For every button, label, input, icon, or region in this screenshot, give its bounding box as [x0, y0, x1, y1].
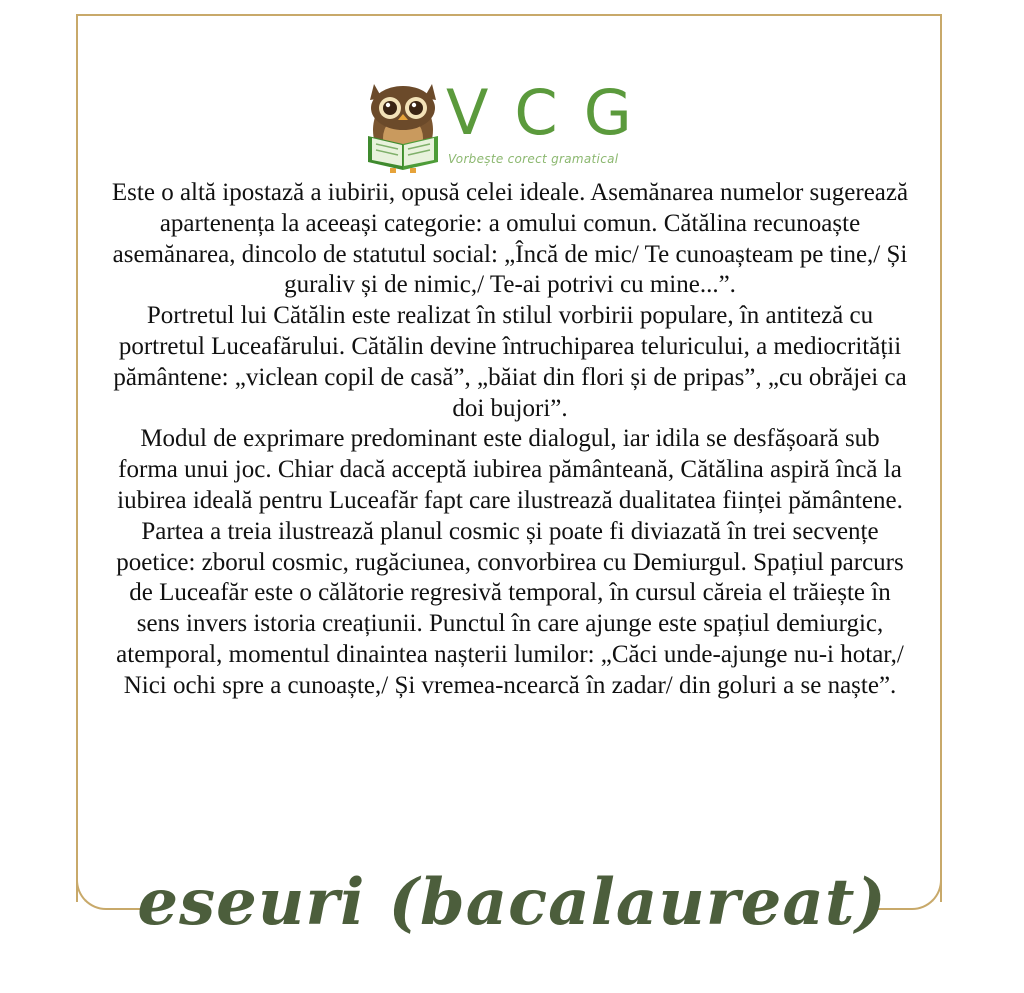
- paragraph: Modul de exprimare predominant este dialogul, iar idila se desfășoară sub forma unui joc. Chiar dacă acceptă iubirea pământeană, Cătălina aspiră încă la iubirea ideală pentru Luceafăr fapt care ilustrează dualitatea ființei pământene.: [117, 425, 903, 514]
- footer-title: eseuri (bacalaureat): [137, 865, 887, 940]
- owl-reading-book-icon: [360, 74, 446, 174]
- paragraph: Partea a treia ilustrează planul cosmic și poate fi diviazată în trei secvențe poetice: zborul cosmic, rugăciunea, convorbirea cu Demiurgul. Spațiul parcurs de Luceafăr este o călătorie regresivă temporal, în cursul căreia el trăiește în sens invers istoria creațiunii. Punctul în care ajunge este spațiul demiurgic, atemporal, momentul dinaintea nașterii lumilor: „Căci unde-ajunge nu-i hotar,/ Nici ochi spre a cunoaște,/ Și vremea-ncearcă în zadar/ din goluri a se naște”.: [116, 517, 904, 699]
- paragraph: Este o altă ipostază a iubirii, opusă celei ideale. Asemănarea numelor sugerează apartenența la aceeași categorie: a omului comun. Cătălina recunoaște asemănarea, dincolo de statutul social: „Încă de mic/ Te cunoașteam pe tine,/ Și guraliv și de nimic,/ Te-ai potrivi cu mine...”.: [111, 179, 909, 299]
- essay-text: [110, 178, 910, 702]
- paragraph: Portretul lui Cătălin este realizat în stilul vorbirii populare, în antiteză cu portretul Luceafărului. Cătălin devine întruchiparea teluricului, a mediocrității pământene: „viclean copil de casă”, „băiat din flori și de pripas”, „cu obrăjei ca doi bujori”.: [113, 302, 907, 422]
- logo-tagline: Vorbește corect gramatical: [448, 152, 619, 166]
- vcg-logo: [360, 70, 660, 180]
- logo-letters: VCG: [446, 76, 658, 149]
